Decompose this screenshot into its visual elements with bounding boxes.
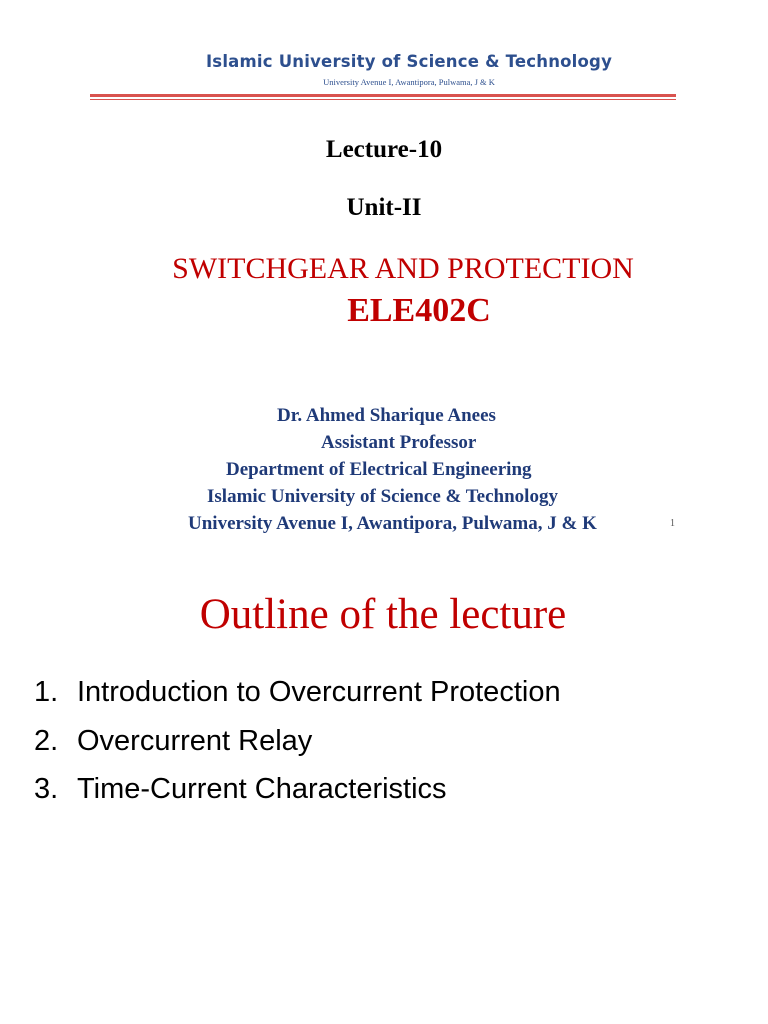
outline-item-text: Time-Current Characteristics [77, 773, 447, 805]
outline-item-number: 3. [34, 773, 59, 805]
instructor-department: Department of Electrical Engineering [226, 459, 532, 480]
instructor-university: Islamic University of Science & Technology [207, 486, 558, 507]
course-title: SWITCHGEAR AND PROTECTION [172, 252, 634, 285]
outline-item [34, 773, 561, 822]
course-code: ELE402C [347, 292, 491, 329]
header-address: University Avenue I, Awantipora, Pulwama, J & K [323, 77, 495, 87]
slide-page-number: 1 [670, 518, 675, 529]
header-divider-thick [90, 94, 676, 97]
outline-item-text: Overcurrent Relay [77, 724, 313, 757]
outline-item [34, 676, 561, 725]
outline-item [34, 725, 561, 774]
outline-list [34, 676, 561, 822]
instructor-designation: Assistant Professor [321, 432, 477, 453]
instructor-address: University Avenue I, Awantipora, Pulwama, J & K [188, 513, 597, 534]
header-divider-thin [90, 99, 676, 100]
outline-title: Outline of the lecture [199, 591, 567, 638]
outline-item-number: 2. [34, 724, 59, 757]
unit-label: Unit-II [346, 194, 422, 221]
outline-item-number: 1. [34, 676, 59, 708]
instructor-name: Dr. Ahmed Sharique Anees [277, 405, 496, 426]
outline-item-text: Introduction to Overcurrent Protection [77, 676, 561, 708]
header-university-name: Islamic University of Science & Technology [205, 52, 613, 71]
lecture-number: Lecture-10 [325, 136, 443, 163]
